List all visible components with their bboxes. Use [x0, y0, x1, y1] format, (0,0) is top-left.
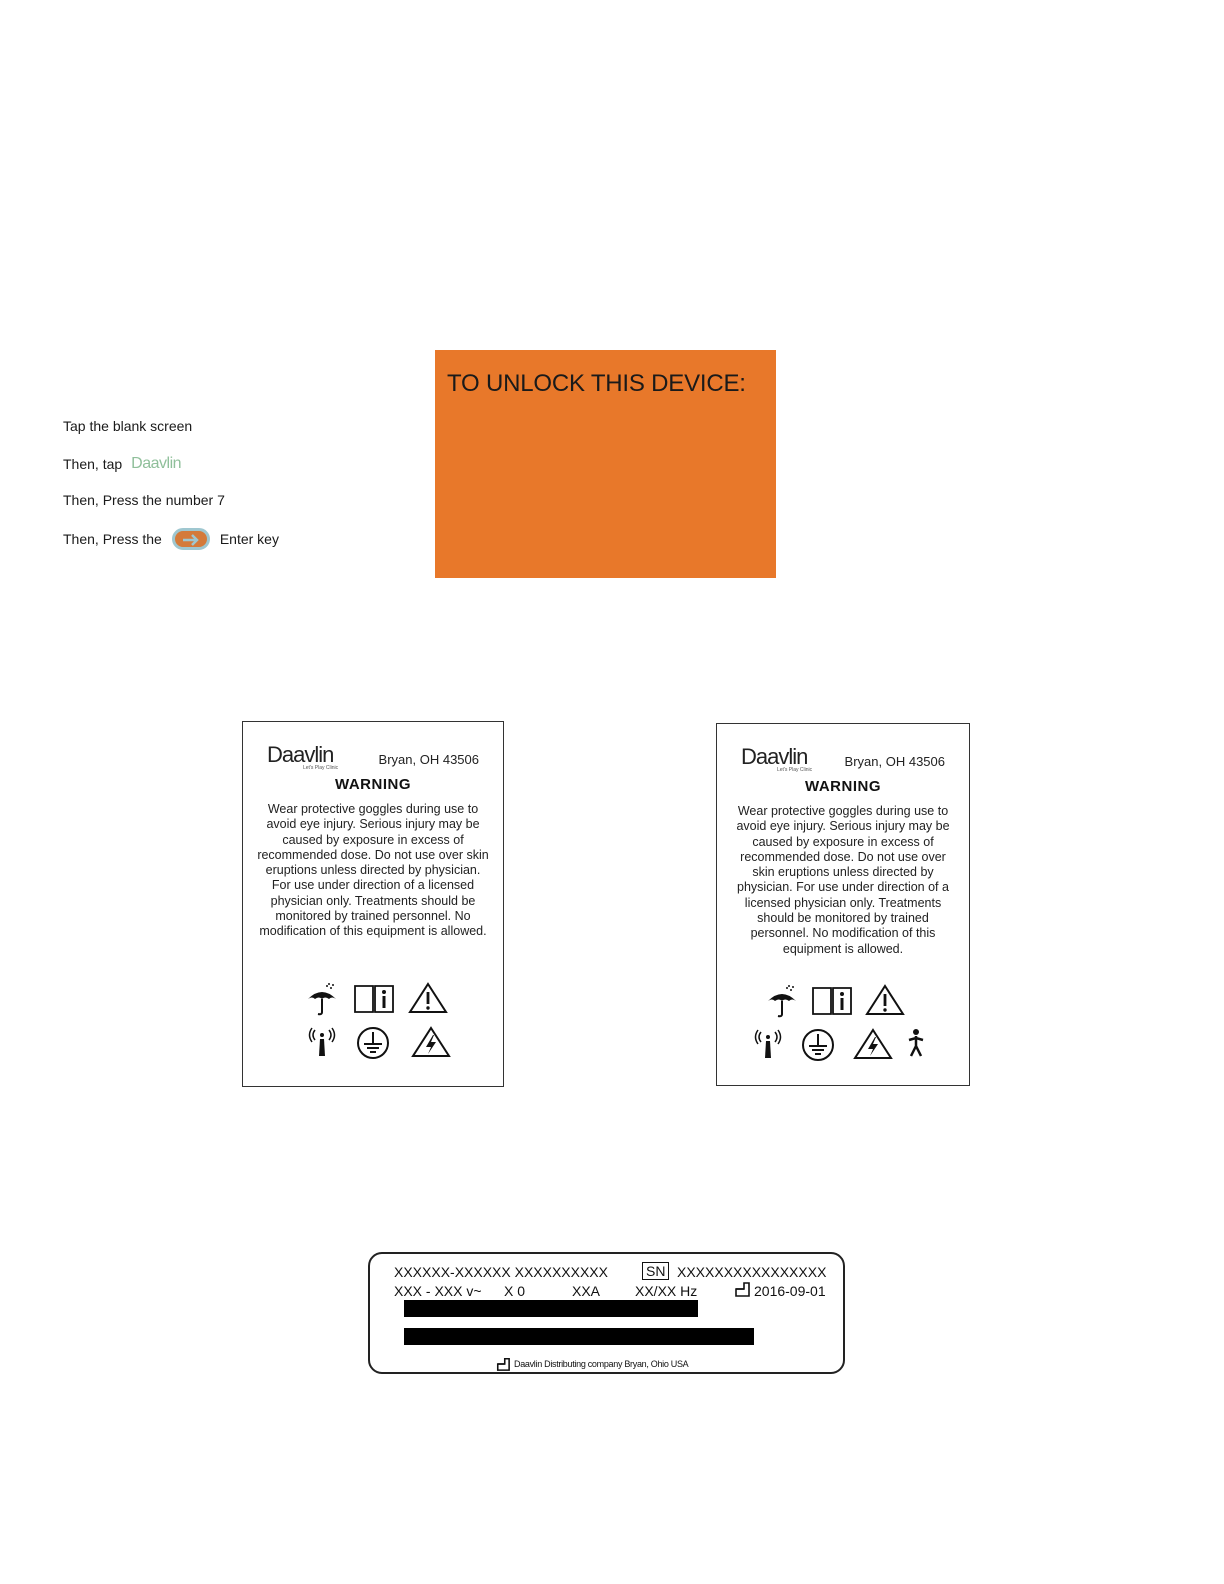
- consult-instructions-icon: [811, 984, 853, 1021]
- consult-instructions-icon: [353, 982, 395, 1019]
- unlock-title: TO UNLOCK THIS DEVICE:: [447, 370, 746, 397]
- brand-tagline: Let's Play Clinic: [777, 767, 813, 773]
- protective-earth-icon: [356, 1026, 390, 1065]
- redacted-bar: [404, 1300, 698, 1317]
- unlock-step-1: [63, 418, 192, 434]
- protective-earth-icon: [801, 1028, 835, 1067]
- unlock-step-3-text: Then, Press the number 7: [63, 492, 225, 508]
- manufacture-date: 2016-09-01: [754, 1283, 826, 1299]
- warning-text: Wear protective goggles during use to avoid eye injury. Serious injury may be caused by exposure in excess of recommended dose. Do not use over skin eruptions unless directed by physician. For use under direction of a licensed physician only. Treatments should be monitored by trained personnel. No modification of this equipment is allowed.: [736, 804, 950, 956]
- warning-title: WARNING: [335, 776, 411, 793]
- serial-number-label: SN: [642, 1262, 669, 1280]
- brand-tagline: Let's Play Clinic: [303, 765, 339, 771]
- type-b-applied-part-icon: [905, 1028, 927, 1063]
- redacted-bar: [404, 1328, 754, 1345]
- unlock-step-4-post: Enter key: [219, 531, 279, 547]
- serial-number-value: XXXXXXXXXXXXXXXX: [677, 1264, 827, 1280]
- unlock-step-2-text: Then, tap: [63, 456, 123, 472]
- non-ionizing-radiation-icon: [307, 1026, 337, 1063]
- manufacture-date-icon: [734, 1281, 750, 1302]
- daavlin-brand: Daavlin: [741, 744, 808, 769]
- voltage-rating: XXX - XXX v~: [394, 1283, 482, 1299]
- warning-title: WARNING: [805, 778, 881, 795]
- daavlin-logo-icon: Daavlin: [131, 455, 182, 472]
- phase-rating: X 0: [504, 1283, 526, 1299]
- frequency-rating: XX/XX Hz: [635, 1283, 698, 1299]
- manufacturer-city: Bryan, OH 43506: [378, 752, 479, 767]
- unlock-step-4: [63, 528, 279, 550]
- unlock-instructions-card: [435, 350, 776, 578]
- manufacturer-info: Daavlin Distributing company Bryan, Ohio USA: [514, 1359, 689, 1369]
- daavlin-brand: Daavlin: [267, 742, 334, 767]
- rating-plate: [368, 1252, 845, 1374]
- high-voltage-icon: [411, 1026, 451, 1063]
- keep-dry-icon: [305, 982, 339, 1021]
- keep-dry-icon: [765, 984, 799, 1023]
- model-number: XXXXXX-XXXXXX XXXXXXXXXX: [394, 1264, 608, 1280]
- manufacturer-icon: [496, 1357, 510, 1376]
- warning-label-right: [716, 723, 970, 1086]
- caution-icon: [408, 982, 448, 1019]
- unlock-step-3: [63, 492, 225, 508]
- unlock-step-1-text: Tap the blank screen: [63, 418, 193, 434]
- unlock-step-2: [63, 455, 181, 473]
- enter-key-icon: [172, 528, 210, 550]
- warning-text: Wear protective goggles during use to avoid eye injury. Serious injury may be caused by exposure in excess of recommended dose. Do not use over skin eruptions unless directed by physician. For use under direction of a licensed physician only. Treatments should be monitored by trained personnel. No modification of this equipment is allowed.: [257, 802, 489, 939]
- warning-label-left: [242, 721, 504, 1087]
- manufacturer-city: Bryan, OH 43506: [844, 754, 945, 769]
- high-voltage-icon: [853, 1028, 893, 1065]
- caution-icon: [865, 984, 905, 1021]
- current-rating: XXA: [572, 1283, 601, 1299]
- non-ionizing-radiation-icon: [753, 1028, 783, 1065]
- unlock-step-4-pre: Then, Press the: [63, 531, 162, 547]
